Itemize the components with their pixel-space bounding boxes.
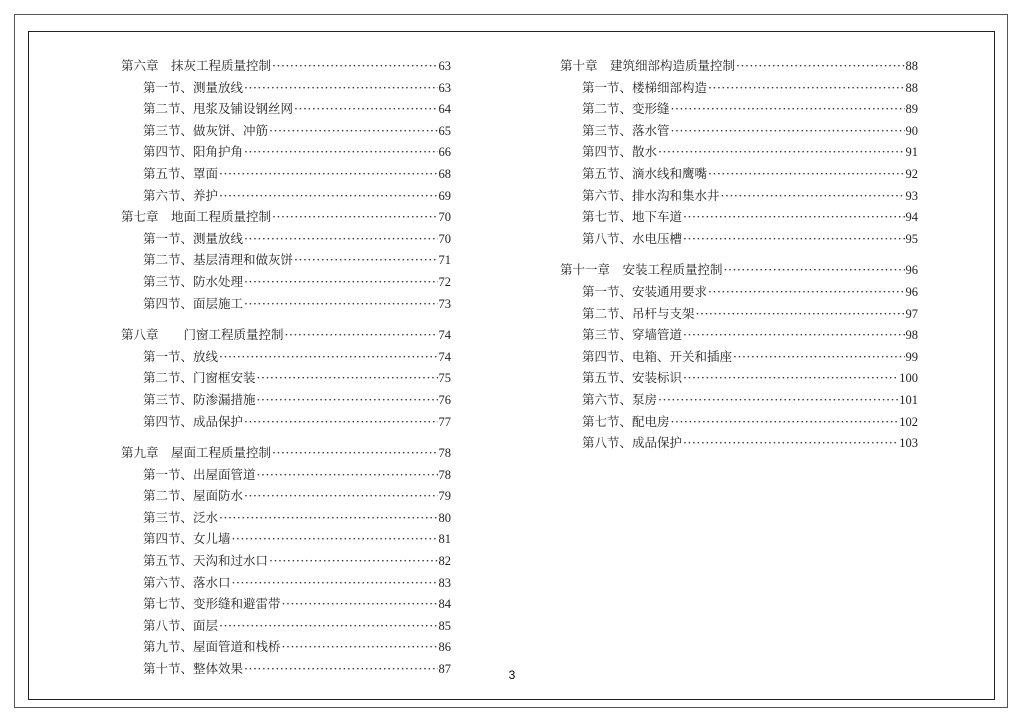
toc-leader-dots <box>683 206 904 228</box>
toc-chapter-entry[interactable] <box>121 442 451 464</box>
toc-entry-title: 第二节、甩浆及铺设钢丝网 <box>143 101 294 117</box>
toc-leader-dots <box>285 324 438 346</box>
toc-entry-page: 76 <box>438 392 451 407</box>
toc-entry-title: 第四节、成品保护 <box>143 413 244 429</box>
toc-entry-title: 第三节、穿墙管道 <box>582 327 683 343</box>
toc-leader-dots <box>294 249 437 271</box>
toc-section-entry[interactable] <box>560 185 918 207</box>
toc-entry-title: 第八节、成品保护 <box>582 435 683 451</box>
toc-leader-dots <box>658 141 904 163</box>
toc-entry-page: 102 <box>899 414 918 429</box>
toc-leader-dots <box>244 141 437 163</box>
toc-leader-dots <box>683 432 898 454</box>
toc-leader-dots <box>257 464 438 486</box>
toc-entry-title: 第八节、面层 <box>143 617 219 633</box>
toc-section-entry[interactable] <box>121 367 451 389</box>
toc-section-entry[interactable] <box>121 572 451 594</box>
toc-leader-dots <box>244 411 437 433</box>
toc-leader-dots <box>257 389 438 411</box>
toc-section-entry[interactable] <box>560 389 918 411</box>
toc-entry-page: 74 <box>438 349 451 364</box>
toc-section-entry[interactable] <box>560 346 918 368</box>
toc-entry-title: 第四节、阳角护角 <box>143 144 244 160</box>
toc-section-entry[interactable] <box>121 120 451 142</box>
toc-section-entry[interactable] <box>560 281 918 303</box>
toc-leader-dots <box>244 228 437 250</box>
toc-entry-title: 第八章 门窗工程质量控制 <box>121 327 284 343</box>
toc-entry-page: 68 <box>438 166 451 181</box>
toc-section-entry[interactable] <box>560 411 918 433</box>
toc-leader-dots <box>232 528 438 550</box>
toc-entry-page: 96 <box>905 263 918 278</box>
toc-section-entry[interactable] <box>121 249 451 271</box>
toc-leader-dots <box>272 55 437 77</box>
page-number: 3 <box>508 668 516 682</box>
toc-entry-title: 第七节、地下车道 <box>582 209 683 225</box>
toc-leader-dots <box>671 98 905 120</box>
toc-entry-page: 64 <box>438 102 451 117</box>
toc-entry-title: 第四节、女儿墙 <box>143 531 231 547</box>
toc-entry-title: 第一节、放线 <box>143 348 219 364</box>
toc-leader-dots <box>244 271 437 293</box>
toc-entry-title: 第八节、水电压槽 <box>582 230 683 246</box>
toc-entry-page: 96 <box>905 284 918 299</box>
toc-entry-title: 第九节、屋面管道和栈桥 <box>143 639 281 655</box>
toc-leader-dots <box>232 572 438 594</box>
toc-entry-title: 第五节、安装标识 <box>582 370 683 386</box>
toc-entry-title: 第五节、滴水线和鹰嘴 <box>582 165 708 181</box>
toc-spacer <box>121 314 451 324</box>
toc-section-entry[interactable] <box>121 507 451 529</box>
toc-section-entry[interactable] <box>121 346 451 368</box>
toc-leader-dots <box>282 593 438 615</box>
toc-entry-page: 99 <box>905 349 918 364</box>
toc-entry-page: 92 <box>905 166 918 181</box>
toc-section-entry[interactable] <box>121 593 451 615</box>
toc-entry-page: 94 <box>905 210 918 225</box>
toc-entry-title: 第十节、整体效果 <box>143 661 244 677</box>
toc-leader-dots <box>736 55 904 77</box>
toc-leader-dots <box>294 98 437 120</box>
toc-entry-title: 第一节、测量放线 <box>143 79 244 95</box>
toc-leader-dots <box>733 346 904 368</box>
toc-section-entry[interactable] <box>121 389 451 411</box>
toc-entry-page: 91 <box>905 145 918 160</box>
toc-entry-page: 77 <box>438 414 451 429</box>
toc-section-entry[interactable] <box>121 163 451 185</box>
toc-entry-page: 78 <box>438 467 451 482</box>
toc-section-entry[interactable] <box>560 77 918 99</box>
toc-entry-title: 第四节、电箱、开关和插座 <box>582 348 733 364</box>
toc-leader-dots <box>708 281 904 303</box>
toc-leader-dots <box>244 485 437 507</box>
toc-entry-title: 第六节、泵房 <box>582 391 658 407</box>
toc-leader-dots <box>269 120 437 142</box>
toc-section-entry[interactable] <box>560 98 918 120</box>
toc-entry-title: 第三节、防水处理 <box>143 273 244 289</box>
toc-entry-page: 82 <box>438 554 451 569</box>
toc-leader-dots <box>671 411 899 433</box>
toc-entry-page: 63 <box>438 80 451 95</box>
toc-entry-title: 第一节、安装通用要求 <box>582 283 708 299</box>
toc-chapter-entry[interactable] <box>560 55 918 77</box>
toc-leader-dots <box>272 206 437 228</box>
toc-entry-page: 95 <box>905 231 918 246</box>
toc-leader-dots <box>708 163 904 185</box>
toc-section-entry[interactable] <box>560 324 918 346</box>
toc-entry-page: 100 <box>899 371 918 386</box>
toc-section-entry[interactable] <box>560 367 918 389</box>
toc-entry-page: 89 <box>905 102 918 117</box>
toc-chapter-entry[interactable] <box>121 55 451 77</box>
toc-leader-dots <box>219 507 437 529</box>
toc-section-entry[interactable] <box>121 636 451 658</box>
toc-entry-page: 72 <box>438 274 451 289</box>
toc-entry-page: 98 <box>905 328 918 343</box>
toc-entry-page: 85 <box>438 618 451 633</box>
toc-entry-page: 70 <box>438 231 451 246</box>
toc-leader-dots <box>219 163 437 185</box>
toc-entry-title: 第六节、落水口 <box>143 574 231 590</box>
toc-entry-title: 第七节、变形缝和避雷带 <box>143 596 281 612</box>
toc-entry-title: 第六节、排水沟和集水井 <box>582 187 720 203</box>
toc-entry-page: 84 <box>438 597 451 612</box>
toc-left-column <box>121 55 451 680</box>
toc-leader-dots <box>724 259 905 281</box>
toc-section-entry[interactable] <box>560 228 918 250</box>
toc-section-entry[interactable] <box>560 432 918 454</box>
toc-entry-page: 66 <box>438 145 451 160</box>
toc-entry-title: 第二节、门窗框安装 <box>143 370 256 386</box>
toc-section-entry[interactable] <box>121 615 451 637</box>
toc-entry-page: 83 <box>438 575 451 590</box>
toc-leader-dots <box>671 120 905 142</box>
toc-section-entry[interactable] <box>121 77 451 99</box>
toc-entry-title: 第三节、落水管 <box>582 122 670 138</box>
toc-section-entry[interactable] <box>121 141 451 163</box>
toc-leader-dots <box>244 293 437 315</box>
toc-section-entry[interactable] <box>560 303 918 325</box>
toc-entry-page: 73 <box>438 296 451 311</box>
toc-entry-title: 第七章 地面工程质量控制 <box>121 209 272 225</box>
toc-section-entry[interactable] <box>121 528 451 550</box>
toc-entry-title: 第三节、做灰饼、冲筋 <box>143 122 269 138</box>
toc-entry-title: 第六章 抹灰工程质量控制 <box>121 58 272 73</box>
toc-section-entry[interactable] <box>121 98 451 120</box>
toc-leader-dots <box>272 442 437 464</box>
toc-section-entry[interactable] <box>121 411 451 433</box>
toc-section-entry[interactable] <box>121 293 451 315</box>
toc-entry-title: 第五节、天沟和过水口 <box>143 553 269 569</box>
toc-leader-dots <box>658 389 898 411</box>
toc-entry-title: 第十一章 安装工程质量控制 <box>560 262 723 278</box>
toc-section-entry[interactable] <box>560 206 918 228</box>
toc-spacer <box>121 432 451 442</box>
toc-entry-page: 78 <box>438 446 451 461</box>
toc-entry-title: 第三节、泛水 <box>143 509 219 525</box>
toc-entry-page: 69 <box>438 188 451 203</box>
toc-leader-dots <box>708 77 904 99</box>
toc-right-column <box>560 55 918 454</box>
toc-entry-page: 79 <box>438 489 451 504</box>
toc-entry-page: 75 <box>438 371 451 386</box>
toc-entry-title: 第一节、测量放线 <box>143 230 244 246</box>
toc-leader-dots <box>269 550 437 572</box>
toc-leader-dots <box>219 185 437 207</box>
toc-leader-dots <box>683 324 904 346</box>
toc-leader-dots <box>721 185 905 207</box>
toc-entry-page: 86 <box>438 640 451 655</box>
toc-entry-title: 第四节、面层施工 <box>143 295 244 311</box>
toc-section-entry[interactable] <box>560 163 918 185</box>
toc-entry-title: 第五节、罩面 <box>143 165 219 181</box>
toc-leader-dots <box>696 303 905 325</box>
toc-section-entry[interactable] <box>121 464 451 486</box>
toc-section-entry[interactable] <box>121 550 451 572</box>
toc-entry-page: 70 <box>438 210 451 225</box>
toc-entry-page: 103 <box>899 436 918 451</box>
toc-leader-dots <box>244 77 437 99</box>
toc-leader-dots <box>282 636 438 658</box>
toc-entry-title: 第十章 建筑细部构造质量控制 <box>560 58 736 73</box>
toc-chapter-entry[interactable] <box>121 324 451 346</box>
toc-entry-title: 第一节、楼梯细部构造 <box>582 79 708 95</box>
toc-section-entry[interactable] <box>121 228 451 250</box>
toc-section-entry[interactable] <box>560 141 918 163</box>
toc-leader-dots <box>683 228 904 250</box>
toc-entry-page: 80 <box>438 510 451 525</box>
toc-entry-title: 第二节、变形缝 <box>582 101 670 117</box>
toc-entry-title: 第四节、散水 <box>582 144 658 160</box>
toc-leader-dots <box>219 346 437 368</box>
toc-entry-page: 87 <box>438 662 451 677</box>
toc-entry-page: 97 <box>905 306 918 321</box>
toc-spacer <box>560 249 918 259</box>
toc-section-entry[interactable] <box>121 485 451 507</box>
toc-entry-page: 101 <box>899 392 918 407</box>
toc-entry-title: 第二节、屋面防水 <box>143 488 244 504</box>
toc-entry-page: 88 <box>905 80 918 95</box>
toc-entry-page: 88 <box>905 59 918 73</box>
toc-entry-page: 81 <box>438 532 451 547</box>
toc-entry-title: 第九章 屋面工程质量控制 <box>121 445 272 461</box>
toc-entry-title: 第一节、出屋面管道 <box>143 466 256 482</box>
toc-leader-dots <box>683 367 898 389</box>
toc-entry-page: 71 <box>438 253 451 268</box>
toc-entry-title: 第三节、防渗漏措施 <box>143 391 256 407</box>
toc-entry-title: 第二节、基层清理和做灰饼 <box>143 252 294 268</box>
toc-chapter-entry[interactable] <box>560 259 918 281</box>
toc-entry-page: 93 <box>905 188 918 203</box>
toc-leader-dots <box>219 615 437 637</box>
toc-entry-page: 74 <box>438 328 451 343</box>
toc-entry-page: 65 <box>438 123 451 138</box>
toc-chapter-entry[interactable] <box>121 206 451 228</box>
toc-section-entry[interactable] <box>121 271 451 293</box>
toc-entry-title: 第六节、养护 <box>143 187 219 203</box>
toc-leader-dots <box>257 367 438 389</box>
toc-section-entry[interactable] <box>121 185 451 207</box>
toc-section-entry[interactable] <box>560 120 918 142</box>
toc-entry-title: 第七节、配电房 <box>582 413 670 429</box>
toc-entry-title: 第二节、吊杆与支架 <box>582 305 695 321</box>
toc-entry-page: 63 <box>438 59 451 73</box>
toc-entry-page: 90 <box>905 123 918 138</box>
